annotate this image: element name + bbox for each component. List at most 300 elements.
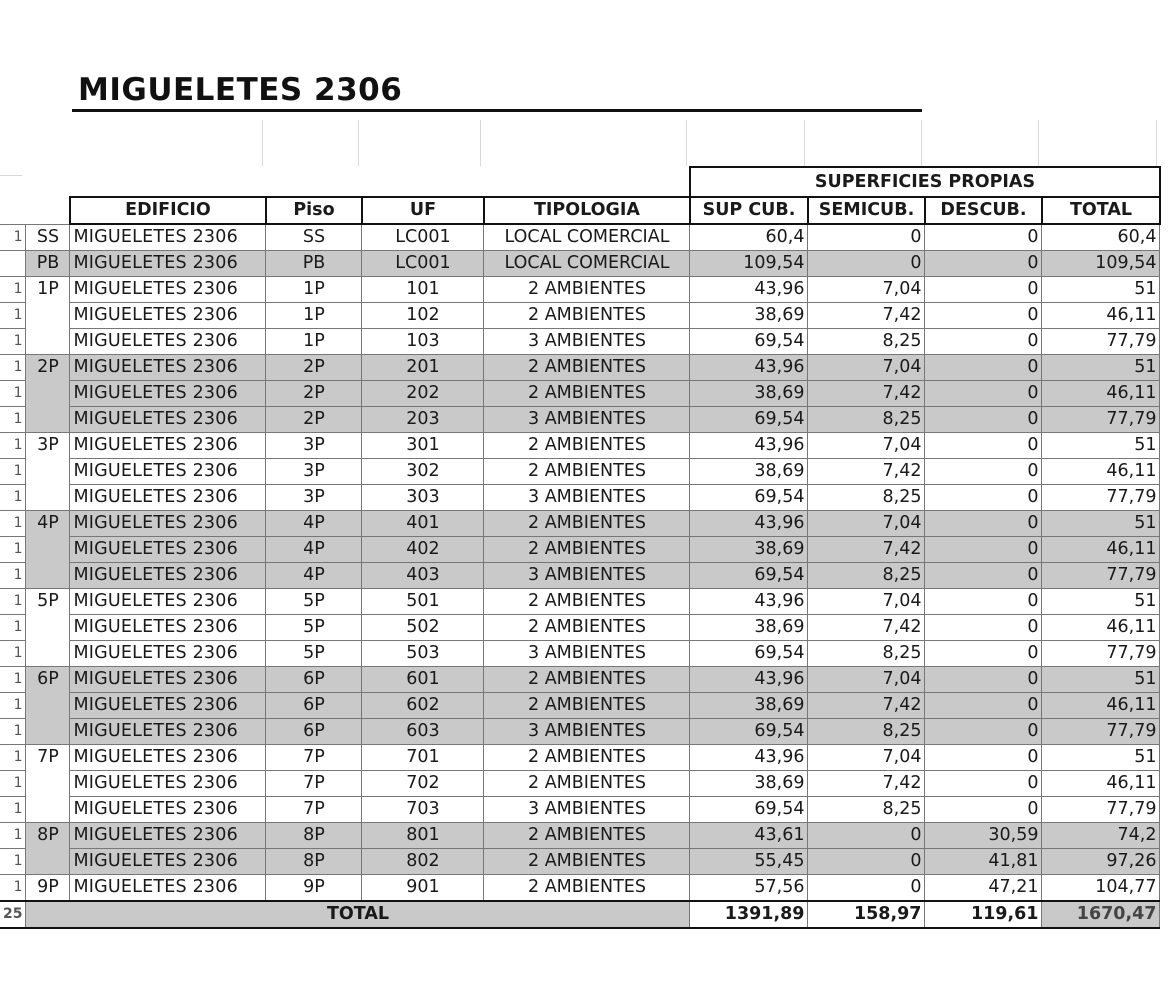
piso-cell: 2P bbox=[266, 355, 362, 381]
uf-cell: 701 bbox=[362, 745, 484, 771]
floor-group-label: PB bbox=[26, 251, 70, 277]
edificio-cell: MIGUELETES 2306 bbox=[70, 251, 266, 277]
row-count-cell: 1 bbox=[0, 641, 26, 667]
descub-cell: 0 bbox=[925, 667, 1042, 693]
edificio-cell: MIGUELETES 2306 bbox=[70, 485, 266, 511]
descub-cell: 0 bbox=[925, 745, 1042, 771]
edificio-cell: MIGUELETES 2306 bbox=[70, 589, 266, 615]
table-row bbox=[0, 719, 1160, 745]
row-count-cell: 1 bbox=[0, 407, 26, 433]
tipologia-cell: 2 AMBIENTES bbox=[484, 615, 690, 641]
edificio-cell: MIGUELETES 2306 bbox=[70, 563, 266, 589]
edificio-cell: MIGUELETES 2306 bbox=[70, 745, 266, 771]
table-row bbox=[0, 537, 1160, 563]
edificio-cell: MIGUELETES 2306 bbox=[70, 329, 266, 355]
row-count-cell: 1 bbox=[0, 433, 26, 459]
edificio-cell: MIGUELETES 2306 bbox=[70, 719, 266, 745]
semicub-cell: 0 bbox=[808, 875, 925, 902]
title-underline bbox=[72, 109, 922, 112]
row-count-cell: 1 bbox=[0, 277, 26, 303]
sup-cub-cell: 43,96 bbox=[690, 355, 808, 381]
sup-cub-cell: 69,54 bbox=[690, 329, 808, 355]
piso-cell: 3P bbox=[266, 433, 362, 459]
descub-cell: 0 bbox=[925, 771, 1042, 797]
table-row bbox=[0, 251, 1160, 277]
floor-group-label: 6P bbox=[26, 667, 70, 745]
descub-cell: 0 bbox=[925, 277, 1042, 303]
semicub-cell: 0 bbox=[808, 823, 925, 849]
semicub-cell: 8,25 bbox=[808, 719, 925, 745]
tipologia-cell: LOCAL COMERCIAL bbox=[484, 251, 690, 277]
descub-cell: 0 bbox=[925, 615, 1042, 641]
sup-cub-cell: 38,69 bbox=[690, 537, 808, 563]
table-row bbox=[0, 329, 1160, 355]
group-header-row bbox=[0, 167, 1160, 197]
piso-cell: 7P bbox=[266, 771, 362, 797]
tipologia-cell: 2 AMBIENTES bbox=[484, 303, 690, 329]
row-count-cell: 1 bbox=[0, 381, 26, 407]
col-header-tipologia: TIPOLOGIA bbox=[484, 197, 690, 224]
uf-cell: 602 bbox=[362, 693, 484, 719]
piso-cell: 5P bbox=[266, 615, 362, 641]
descub-cell: 0 bbox=[925, 355, 1042, 381]
semicub-cell: 7,04 bbox=[808, 511, 925, 537]
table-row bbox=[0, 224, 1160, 251]
piso-cell: PB bbox=[266, 251, 362, 277]
col-header-total: TOTAL bbox=[1042, 197, 1160, 224]
sup-cub-cell: 109,54 bbox=[690, 251, 808, 277]
floor-group-label: SS bbox=[26, 224, 70, 251]
sup-cub-cell: 38,69 bbox=[690, 693, 808, 719]
semicub-cell: 7,04 bbox=[808, 745, 925, 771]
tipologia-cell: 2 AMBIENTES bbox=[484, 589, 690, 615]
table-row bbox=[0, 433, 1160, 459]
total-label-cell: TOTAL bbox=[26, 901, 690, 928]
tipologia-cell: 2 AMBIENTES bbox=[484, 849, 690, 875]
tipologia-cell: 3 AMBIENTES bbox=[484, 407, 690, 433]
sup-cub-cell: 43,96 bbox=[690, 277, 808, 303]
sup-cub-cell: 38,69 bbox=[690, 381, 808, 407]
uf-cell: 302 bbox=[362, 459, 484, 485]
tipologia-cell: 3 AMBIENTES bbox=[484, 719, 690, 745]
descub-cell: 0 bbox=[925, 407, 1042, 433]
sup-cub-cell: 57,56 bbox=[690, 875, 808, 902]
descub-cell: 47,21 bbox=[925, 875, 1042, 902]
floor-group-label: 9P bbox=[26, 875, 70, 902]
tipologia-cell: 2 AMBIENTES bbox=[484, 355, 690, 381]
uf-cell: 202 bbox=[362, 381, 484, 407]
edificio-cell: MIGUELETES 2306 bbox=[70, 615, 266, 641]
descub-cell: 0 bbox=[925, 459, 1042, 485]
piso-cell: 1P bbox=[266, 303, 362, 329]
uf-cell: 502 bbox=[362, 615, 484, 641]
row-count-cell: 1 bbox=[0, 511, 26, 537]
total-cell: 109,54 bbox=[1042, 251, 1160, 277]
tipologia-cell: 3 AMBIENTES bbox=[484, 797, 690, 823]
floor-group-label: 8P bbox=[26, 823, 70, 875]
row-count-cell: 1 bbox=[0, 355, 26, 381]
tipologia-cell: 2 AMBIENTES bbox=[484, 823, 690, 849]
total-cell: 51 bbox=[1042, 589, 1160, 615]
floor-group-label: 5P bbox=[26, 589, 70, 667]
total-cell: 97,26 bbox=[1042, 849, 1160, 875]
row-count-cell: 1 bbox=[0, 667, 26, 693]
total-cell: 46,11 bbox=[1042, 381, 1160, 407]
total-cell: 51 bbox=[1042, 355, 1160, 381]
table-row bbox=[0, 407, 1160, 433]
sup-cub-cell: 69,54 bbox=[690, 563, 808, 589]
uf-cell: 103 bbox=[362, 329, 484, 355]
superficies-table bbox=[0, 166, 1161, 929]
tipologia-cell: 2 AMBIENTES bbox=[484, 433, 690, 459]
edificio-cell: MIGUELETES 2306 bbox=[70, 381, 266, 407]
sup-cub-cell: 69,54 bbox=[690, 797, 808, 823]
floor-group-label: 3P bbox=[26, 433, 70, 511]
grid-line bbox=[1038, 120, 1039, 166]
piso-cell: 8P bbox=[266, 849, 362, 875]
semicub-cell: 7,04 bbox=[808, 277, 925, 303]
semicub-cell: 0 bbox=[808, 224, 925, 251]
uf-cell: 402 bbox=[362, 537, 484, 563]
col-header-sup-cub: SUP CUB. bbox=[690, 197, 808, 224]
edificio-cell: MIGUELETES 2306 bbox=[70, 667, 266, 693]
edificio-cell: MIGUELETES 2306 bbox=[70, 407, 266, 433]
total-cell: 104,77 bbox=[1042, 875, 1160, 902]
total-cell: 60,4 bbox=[1042, 224, 1160, 251]
semicub-cell: 7,04 bbox=[808, 589, 925, 615]
total-cell: 46,11 bbox=[1042, 615, 1160, 641]
table-row bbox=[0, 277, 1160, 303]
semicub-cell: 7,04 bbox=[808, 667, 925, 693]
uf-cell: 101 bbox=[362, 277, 484, 303]
col-header-descub: DESCUB. bbox=[925, 197, 1042, 224]
tipologia-cell: 2 AMBIENTES bbox=[484, 459, 690, 485]
superficies-propias-header: SUPERFICIES PROPIAS bbox=[690, 167, 1160, 197]
semicub-cell: 0 bbox=[808, 849, 925, 875]
grid-line bbox=[1156, 120, 1157, 166]
table-row bbox=[0, 693, 1160, 719]
table-row bbox=[0, 355, 1160, 381]
uf-cell: 901 bbox=[362, 875, 484, 902]
descub-cell: 0 bbox=[925, 537, 1042, 563]
tipologia-cell: 2 AMBIENTES bbox=[484, 771, 690, 797]
total-cell: 51 bbox=[1042, 277, 1160, 303]
row-count-cell: 1 bbox=[0, 719, 26, 745]
edificio-cell: MIGUELETES 2306 bbox=[70, 459, 266, 485]
piso-cell: 4P bbox=[266, 537, 362, 563]
tipologia-cell: 2 AMBIENTES bbox=[484, 511, 690, 537]
piso-cell: 9P bbox=[266, 875, 362, 902]
floor-group-label: 7P bbox=[26, 745, 70, 823]
piso-cell: 7P bbox=[266, 745, 362, 771]
piso-cell: 5P bbox=[266, 589, 362, 615]
total-cell: 77,79 bbox=[1042, 719, 1160, 745]
sup-cub-cell: 43,96 bbox=[690, 667, 808, 693]
edificio-cell: MIGUELETES 2306 bbox=[70, 849, 266, 875]
uf-cell: 203 bbox=[362, 407, 484, 433]
col-header-piso: Piso bbox=[266, 197, 362, 224]
descub-cell: 0 bbox=[925, 589, 1042, 615]
piso-cell: 6P bbox=[266, 667, 362, 693]
row-count-cell: 1 bbox=[0, 485, 26, 511]
descub-cell: 0 bbox=[925, 251, 1042, 277]
semicub-cell: 7,42 bbox=[808, 693, 925, 719]
page-title: MIGUELETES 2306 bbox=[78, 72, 403, 108]
grid-line bbox=[480, 120, 481, 166]
total-cell: 46,11 bbox=[1042, 771, 1160, 797]
table-row bbox=[0, 771, 1160, 797]
column-header-row bbox=[0, 197, 1160, 224]
edificio-cell: MIGUELETES 2306 bbox=[70, 641, 266, 667]
semicub-cell: 7,42 bbox=[808, 381, 925, 407]
sup-cub-cell: 43,96 bbox=[690, 589, 808, 615]
sup-cub-cell: 69,54 bbox=[690, 407, 808, 433]
table-row bbox=[0, 745, 1160, 771]
table-row bbox=[0, 589, 1160, 615]
total-cell: 46,11 bbox=[1042, 303, 1160, 329]
piso-cell: 3P bbox=[266, 459, 362, 485]
table-row bbox=[0, 875, 1160, 902]
uf-cell: 703 bbox=[362, 797, 484, 823]
piso-cell: 3P bbox=[266, 485, 362, 511]
row-count-cell: 1 bbox=[0, 224, 26, 251]
piso-cell: 8P bbox=[266, 823, 362, 849]
sup-cub-cell: 69,54 bbox=[690, 719, 808, 745]
table-row bbox=[0, 615, 1160, 641]
total-cell: 51 bbox=[1042, 667, 1160, 693]
uf-cell: 801 bbox=[362, 823, 484, 849]
total-count-cell: 25 bbox=[0, 901, 26, 928]
sup-cub-cell: 38,69 bbox=[690, 303, 808, 329]
descub-cell: 0 bbox=[925, 511, 1042, 537]
col-header-uf: UF bbox=[362, 197, 484, 224]
piso-cell: 2P bbox=[266, 407, 362, 433]
tipologia-cell: 2 AMBIENTES bbox=[484, 693, 690, 719]
semicub-cell: 8,25 bbox=[808, 407, 925, 433]
table-row bbox=[0, 797, 1160, 823]
row-count-cell: 1 bbox=[0, 693, 26, 719]
tipologia-cell: 2 AMBIENTES bbox=[484, 381, 690, 407]
col-header-semicub: SEMICUB. bbox=[808, 197, 925, 224]
total-sup-cub-cell: 1391,89 bbox=[690, 901, 808, 928]
descub-cell: 0 bbox=[925, 381, 1042, 407]
row-count-cell: 1 bbox=[0, 537, 26, 563]
piso-cell: 2P bbox=[266, 381, 362, 407]
total-descub-cell: 119,61 bbox=[925, 901, 1042, 928]
edificio-cell: MIGUELETES 2306 bbox=[70, 875, 266, 902]
sup-cub-cell: 43,96 bbox=[690, 511, 808, 537]
total-cell: 51 bbox=[1042, 745, 1160, 771]
edificio-cell: MIGUELETES 2306 bbox=[70, 277, 266, 303]
uf-cell: 403 bbox=[362, 563, 484, 589]
total-cell: 51 bbox=[1042, 511, 1160, 537]
table-row bbox=[0, 641, 1160, 667]
sup-cub-cell: 43,61 bbox=[690, 823, 808, 849]
semicub-cell: 7,42 bbox=[808, 459, 925, 485]
grid-line bbox=[804, 120, 805, 166]
floor-group-label: 1P bbox=[26, 277, 70, 355]
tipologia-cell: 2 AMBIENTES bbox=[484, 875, 690, 902]
row-count-cell: 1 bbox=[0, 875, 26, 902]
sup-cub-cell: 43,96 bbox=[690, 745, 808, 771]
piso-cell: 6P bbox=[266, 719, 362, 745]
sup-cub-cell: 69,54 bbox=[690, 485, 808, 511]
uf-cell: 603 bbox=[362, 719, 484, 745]
sup-cub-cell: 55,45 bbox=[690, 849, 808, 875]
row-count-cell: 1 bbox=[0, 303, 26, 329]
total-cell: 77,79 bbox=[1042, 641, 1160, 667]
semicub-cell: 8,25 bbox=[808, 563, 925, 589]
sup-cub-cell: 69,54 bbox=[690, 641, 808, 667]
semicub-cell: 8,25 bbox=[808, 641, 925, 667]
row-count-cell: 1 bbox=[0, 615, 26, 641]
total-cell: 46,11 bbox=[1042, 459, 1160, 485]
table-row bbox=[0, 667, 1160, 693]
tipologia-cell: 2 AMBIENTES bbox=[484, 537, 690, 563]
uf-cell: 201 bbox=[362, 355, 484, 381]
semicub-cell: 7,42 bbox=[808, 537, 925, 563]
tipologia-cell: 2 AMBIENTES bbox=[484, 745, 690, 771]
semicub-cell: 8,25 bbox=[808, 329, 925, 355]
edificio-cell: MIGUELETES 2306 bbox=[70, 511, 266, 537]
tipologia-cell: 2 AMBIENTES bbox=[484, 277, 690, 303]
row-count-cell: 1 bbox=[0, 589, 26, 615]
piso-cell: 4P bbox=[266, 563, 362, 589]
descub-cell: 0 bbox=[925, 485, 1042, 511]
floor-group-label: 4P bbox=[26, 511, 70, 589]
row-count-cell: 1 bbox=[0, 459, 26, 485]
tipologia-cell: 3 AMBIENTES bbox=[484, 563, 690, 589]
table-row bbox=[0, 381, 1160, 407]
uf-cell: 102 bbox=[362, 303, 484, 329]
total-semicub-cell: 158,97 bbox=[808, 901, 925, 928]
descub-cell: 30,59 bbox=[925, 823, 1042, 849]
row-count-cell: 1 bbox=[0, 771, 26, 797]
semicub-cell: 8,25 bbox=[808, 485, 925, 511]
floor-group-label: 2P bbox=[26, 355, 70, 433]
descub-cell: 0 bbox=[925, 641, 1042, 667]
uf-cell: LC001 bbox=[362, 224, 484, 251]
row-count-cell: 1 bbox=[0, 849, 26, 875]
totals-row bbox=[0, 901, 1160, 928]
row-count-cell bbox=[0, 251, 26, 277]
row-count-cell: 1 bbox=[0, 823, 26, 849]
total-cell: 46,11 bbox=[1042, 693, 1160, 719]
descub-cell: 0 bbox=[925, 329, 1042, 355]
sup-cub-cell: 38,69 bbox=[690, 459, 808, 485]
piso-cell: 1P bbox=[266, 329, 362, 355]
semicub-cell: 7,42 bbox=[808, 771, 925, 797]
semicub-cell: 7,42 bbox=[808, 615, 925, 641]
total-cell: 77,79 bbox=[1042, 797, 1160, 823]
semicub-cell: 8,25 bbox=[808, 797, 925, 823]
edificio-cell: MIGUELETES 2306 bbox=[70, 537, 266, 563]
semicub-cell: 7,04 bbox=[808, 433, 925, 459]
descub-cell: 0 bbox=[925, 303, 1042, 329]
piso-cell: SS bbox=[266, 224, 362, 251]
col-header-edificio: EDIFICIO bbox=[70, 197, 266, 224]
descub-cell: 0 bbox=[925, 719, 1042, 745]
edificio-cell: MIGUELETES 2306 bbox=[70, 771, 266, 797]
tipologia-cell: LOCAL COMERCIAL bbox=[484, 224, 690, 251]
grid-line bbox=[921, 120, 922, 166]
total-cell: 77,79 bbox=[1042, 485, 1160, 511]
total-cell: 77,79 bbox=[1042, 563, 1160, 589]
edificio-cell: MIGUELETES 2306 bbox=[70, 797, 266, 823]
table-row bbox=[0, 849, 1160, 875]
uf-cell: 601 bbox=[362, 667, 484, 693]
total-cell: 46,11 bbox=[1042, 537, 1160, 563]
uf-cell: 301 bbox=[362, 433, 484, 459]
edificio-cell: MIGUELETES 2306 bbox=[70, 355, 266, 381]
tipologia-cell: 3 AMBIENTES bbox=[484, 641, 690, 667]
uf-cell: 503 bbox=[362, 641, 484, 667]
total-cell: 74,2 bbox=[1042, 823, 1160, 849]
table-row bbox=[0, 485, 1160, 511]
uf-cell: 501 bbox=[362, 589, 484, 615]
uf-cell: 702 bbox=[362, 771, 484, 797]
descub-cell: 0 bbox=[925, 224, 1042, 251]
grid-line bbox=[358, 120, 359, 166]
grid-line bbox=[686, 120, 687, 166]
tipologia-cell: 2 AMBIENTES bbox=[484, 667, 690, 693]
tipologia-cell: 3 AMBIENTES bbox=[484, 485, 690, 511]
piso-cell: 5P bbox=[266, 641, 362, 667]
piso-cell: 1P bbox=[266, 277, 362, 303]
descub-cell: 0 bbox=[925, 693, 1042, 719]
piso-cell: 7P bbox=[266, 797, 362, 823]
semicub-cell: 7,42 bbox=[808, 303, 925, 329]
descub-cell: 0 bbox=[925, 433, 1042, 459]
row-count-cell: 1 bbox=[0, 797, 26, 823]
edificio-cell: MIGUELETES 2306 bbox=[70, 433, 266, 459]
descub-cell: 0 bbox=[925, 797, 1042, 823]
table-row bbox=[0, 511, 1160, 537]
tipologia-cell: 3 AMBIENTES bbox=[484, 329, 690, 355]
total-cell: 51 bbox=[1042, 433, 1160, 459]
row-count-cell: 1 bbox=[0, 563, 26, 589]
uf-cell: LC001 bbox=[362, 251, 484, 277]
edificio-cell: MIGUELETES 2306 bbox=[70, 224, 266, 251]
descub-cell: 0 bbox=[925, 563, 1042, 589]
sup-cub-cell: 38,69 bbox=[690, 771, 808, 797]
total-total-cell: 1670,47 bbox=[1042, 901, 1160, 928]
piso-cell: 4P bbox=[266, 511, 362, 537]
semicub-cell: 0 bbox=[808, 251, 925, 277]
table-row bbox=[0, 823, 1160, 849]
semicub-cell: 7,04 bbox=[808, 355, 925, 381]
descub-cell: 41,81 bbox=[925, 849, 1042, 875]
row-count-cell: 1 bbox=[0, 329, 26, 355]
table-row bbox=[0, 303, 1160, 329]
grid-line bbox=[262, 120, 263, 166]
sup-cub-cell: 38,69 bbox=[690, 615, 808, 641]
sup-cub-cell: 43,96 bbox=[690, 433, 808, 459]
row-count-cell: 1 bbox=[0, 745, 26, 771]
edificio-cell: MIGUELETES 2306 bbox=[70, 303, 266, 329]
table-row bbox=[0, 459, 1160, 485]
total-cell: 77,79 bbox=[1042, 329, 1160, 355]
edificio-cell: MIGUELETES 2306 bbox=[70, 823, 266, 849]
table-row bbox=[0, 563, 1160, 589]
total-cell: 77,79 bbox=[1042, 407, 1160, 433]
uf-cell: 303 bbox=[362, 485, 484, 511]
piso-cell: 6P bbox=[266, 693, 362, 719]
edificio-cell: MIGUELETES 2306 bbox=[70, 693, 266, 719]
uf-cell: 802 bbox=[362, 849, 484, 875]
uf-cell: 401 bbox=[362, 511, 484, 537]
sup-cub-cell: 60,4 bbox=[690, 224, 808, 251]
